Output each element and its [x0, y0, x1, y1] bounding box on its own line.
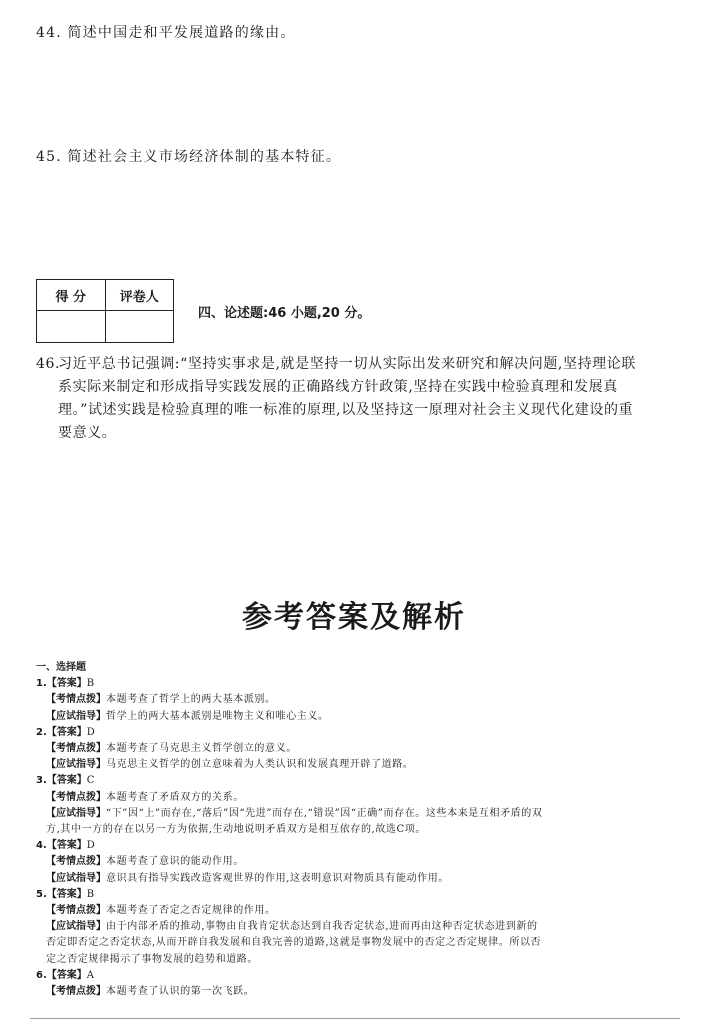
- question-46-number: 46.: [36, 356, 61, 372]
- yingshi-tag: 【应试指导】: [46, 872, 106, 884]
- answer-title: 参考答案及解析: [242, 600, 466, 635]
- yingshi-text: 否定即否定之否定状态,从而开辟自我发展和自我完善的道路,这就是事物发展中的否定之否定规律。所以否: [46, 937, 542, 949]
- kaoqing-row: [36, 790, 676, 806]
- section-4-heading: 四、论述题:46 小题,20 分。: [198, 306, 371, 321]
- yingshi-tag: 【应试指导】: [46, 759, 106, 771]
- answer-key: [36, 676, 676, 692]
- question-46-line-1: 46.习近平总书记强调:“坚持实事求是,就是坚持一切从实际出发来研究和解决问题,坚持理论联: [36, 353, 670, 376]
- kaoqing-text: 本题考查了否定之否定规律的作用。: [106, 905, 276, 917]
- answer-key: [36, 725, 676, 741]
- answer-key: [36, 838, 676, 854]
- kaoqing-tag: 【考情点拨】: [46, 743, 106, 755]
- yingshi-row: [36, 709, 676, 725]
- yingshi-row: [36, 757, 676, 773]
- score-table: [36, 279, 174, 343]
- answer-tag: 5.【答案】: [36, 888, 87, 900]
- score-cell: [37, 311, 106, 343]
- yingshi-row: [36, 919, 676, 935]
- yingshi-row: [36, 935, 676, 951]
- yingshi-text: 方,其中一方的存在以另一方为依据,生动地说明矛盾双方是相互依存的,故选C项。: [46, 824, 426, 836]
- answer-value: B: [86, 888, 95, 900]
- yingshi-text: 由于内部矛盾的推动,事物由自我肯定状态达到自我否定状态,进而再由这种否定状态进到新的: [106, 921, 538, 933]
- kaoqing-text: 本题考查了哲学上的两大基本派别。: [106, 694, 276, 706]
- section-1-heading: 一、选择题: [36, 662, 86, 673]
- kaoqing-row: [36, 692, 676, 708]
- question-46-line-2: 系实际来制定和形成指导实践发展的正确路线方针政策,坚持在实践中检验真理和发展真: [58, 379, 618, 395]
- kaoqing-tag: 【考情点拨】: [46, 856, 106, 868]
- yingshi-text: 定之否定规律揭示了事物发展的趋势和道路。: [46, 953, 258, 965]
- answer-value: D: [86, 726, 96, 738]
- yingshi-tag: 【应试指导】: [46, 807, 106, 819]
- question-46-line-4: 要意义。: [58, 425, 117, 441]
- answer-value: D: [86, 840, 96, 852]
- answer-key: [36, 887, 676, 903]
- answer-list: [36, 676, 676, 1000]
- question-45: 45. 简述社会主义市场经济体制的基本特征。: [36, 149, 342, 165]
- question-44: 44. 简述中国走和平发展道路的缘由。: [36, 25, 296, 41]
- grader-header: 评卷人: [105, 280, 174, 311]
- yingshi-row: [36, 952, 676, 968]
- yingshi-row: [36, 822, 676, 838]
- answer-tag: 4.【答案】: [36, 840, 87, 852]
- yingshi-text: 意识具有指导实践改造客观世界的作用,这表明意识对物质具有能动作用。: [106, 872, 449, 884]
- yingshi-text: 马克思主义哲学的创立意味着为人类认识和发展真理开辟了道路。: [106, 759, 414, 771]
- kaoqing-row: [36, 984, 676, 1000]
- yingshi-tag: 【应试指导】: [46, 710, 106, 722]
- kaoqing-row: [36, 741, 676, 757]
- kaoqing-text: 本题考查了意识的能动作用。: [106, 856, 244, 868]
- score-header: 得 分: [37, 280, 106, 311]
- bottom-divider: [30, 1018, 680, 1019]
- yingshi-text: “下”因“上”而存在,“落后”因“先进”而存在,“错误”因“正确”而存在。这些本来是互相矛盾的双: [106, 807, 543, 819]
- answer-value: A: [86, 969, 95, 981]
- answer-value: C: [86, 775, 96, 787]
- yingshi-tag: 【应试指导】: [46, 921, 106, 933]
- question-46-line-3: 理。”试述实践是检验真理的唯一标准的原理,以及坚持这一原理对社会主义现代化建设的重: [58, 402, 634, 418]
- kaoqing-tag: 【考情点拨】: [46, 905, 106, 917]
- yingshi-text: 哲学上的两大基本派别是唯物主义和唯心主义。: [106, 710, 329, 722]
- answer-key: [36, 773, 676, 789]
- kaoqing-tag: 【考情点拨】: [46, 694, 106, 706]
- answer-tag: 6.【答案】: [36, 969, 87, 981]
- kaoqing-tag: 【考情点拨】: [46, 791, 106, 803]
- yingshi-row: [36, 871, 676, 887]
- kaoqing-text: 本题考查了马克思主义哲学创立的意义。: [106, 743, 297, 755]
- kaoqing-row: [36, 854, 676, 870]
- kaoqing-row: [36, 903, 676, 919]
- kaoqing-text: 本题考查了认识的第一次飞跃。: [106, 986, 255, 998]
- kaoqing-text: 本题考查了矛盾双方的关系。: [106, 791, 244, 803]
- answer-tag: 2.【答案】: [36, 726, 87, 738]
- answer-key: [36, 968, 676, 984]
- yingshi-row: [36, 806, 676, 822]
- answers-section: [36, 660, 676, 1000]
- kaoqing-tag: 【考情点拨】: [46, 986, 106, 998]
- answer-tag: 1.【答案】: [36, 678, 87, 690]
- answer-value: B: [86, 678, 95, 690]
- grader-cell: [105, 311, 174, 343]
- question-46: [36, 353, 670, 445]
- answer-tag: 3.【答案】: [36, 775, 87, 787]
